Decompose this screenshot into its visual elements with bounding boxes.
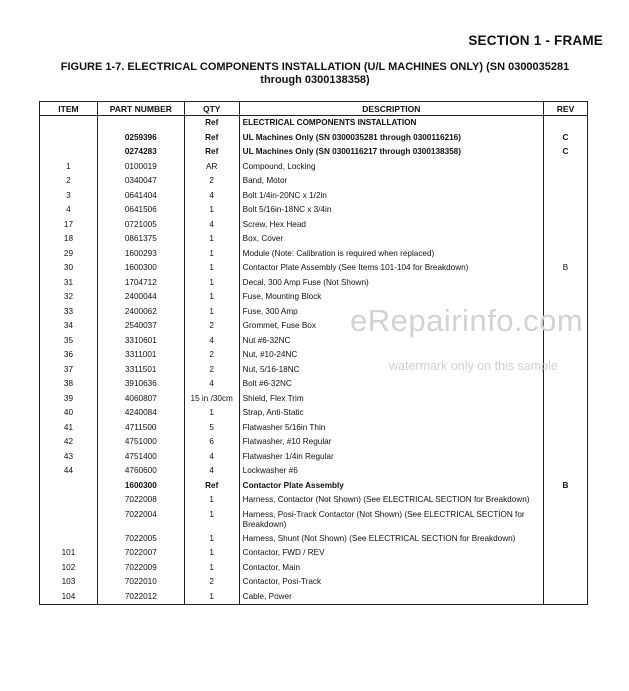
cell-item: 44 bbox=[40, 464, 98, 479]
table-row bbox=[40, 189, 588, 204]
cell-item bbox=[40, 131, 98, 146]
cell-part-number: 4240084 bbox=[97, 406, 184, 421]
cell-qty: 2 bbox=[184, 575, 239, 590]
cell-part-number: 4060807 bbox=[97, 392, 184, 407]
table-row bbox=[40, 247, 588, 262]
cell-description: Band, Motor bbox=[239, 174, 543, 189]
cell-qty: 1 bbox=[184, 406, 239, 421]
table-row bbox=[40, 392, 588, 407]
cell-rev bbox=[544, 464, 588, 479]
cell-rev bbox=[544, 203, 588, 218]
column-header-qty: QTY bbox=[184, 102, 239, 116]
cell-qty: 1 bbox=[184, 305, 239, 320]
cell-part-number: 2540037 bbox=[97, 319, 184, 334]
cell-qty: 15 in /30cm bbox=[184, 392, 239, 407]
table-row bbox=[40, 406, 588, 421]
cell-description: Compound, Locking bbox=[239, 160, 543, 175]
cell-part-number: 2400062 bbox=[97, 305, 184, 320]
cell-item bbox=[40, 532, 98, 547]
cell-description: Shield, Flex Trim bbox=[239, 392, 543, 407]
cell-description: Grommet, Fuse Box bbox=[239, 319, 543, 334]
figure-title bbox=[30, 61, 600, 87]
cell-qty: 1 bbox=[184, 232, 239, 247]
cell-item: 18 bbox=[40, 232, 98, 247]
cell-qty: 4 bbox=[184, 464, 239, 479]
cell-qty: 5 bbox=[184, 421, 239, 436]
cell-rev: B bbox=[544, 479, 588, 494]
cell-part-number bbox=[97, 116, 184, 131]
cell-item: 3 bbox=[40, 189, 98, 204]
cell-qty: 1 bbox=[184, 546, 239, 561]
cell-item: 4 bbox=[40, 203, 98, 218]
watermark-site: eRepairinfo.com bbox=[350, 303, 584, 338]
cell-item: 41 bbox=[40, 421, 98, 436]
cell-rev bbox=[544, 508, 588, 532]
cell-rev bbox=[544, 493, 588, 508]
table-row bbox=[40, 464, 588, 479]
cell-description: Screw, Hex Head bbox=[239, 218, 543, 233]
cell-item bbox=[40, 479, 98, 494]
cell-item: 104 bbox=[40, 590, 98, 605]
cell-part-number: 0861375 bbox=[97, 232, 184, 247]
cell-item: 2 bbox=[40, 174, 98, 189]
cell-part-number: 7022009 bbox=[97, 561, 184, 576]
cell-description: UL Machines Only (SN 0300116217 through 0300138358) bbox=[239, 145, 543, 160]
table-row bbox=[40, 160, 588, 175]
cell-qty: 2 bbox=[184, 363, 239, 378]
cell-rev bbox=[544, 218, 588, 233]
cell-description: Box, Cover bbox=[239, 232, 543, 247]
cell-qty: Ref bbox=[184, 145, 239, 160]
cell-part-number: 4751400 bbox=[97, 450, 184, 465]
cell-item: 40 bbox=[40, 406, 98, 421]
table-row bbox=[40, 174, 588, 189]
cell-rev: C bbox=[544, 131, 588, 146]
cell-rev bbox=[544, 247, 588, 262]
table-row bbox=[40, 575, 588, 590]
cell-description: Harness, Shunt (Not Shown) (See ELECTRICAL SECTION for Breakdown) bbox=[239, 532, 543, 547]
column-header-description: DESCRIPTION bbox=[239, 102, 543, 116]
cell-qty: 2 bbox=[184, 174, 239, 189]
cell-item: 36 bbox=[40, 348, 98, 363]
cell-description: Flatwasher 1/4in Regular bbox=[239, 450, 543, 465]
watermark-note: watermark only on this sample bbox=[389, 359, 558, 373]
cell-description: Cable, Power bbox=[239, 590, 543, 605]
cell-item: 34 bbox=[40, 319, 98, 334]
cell-rev bbox=[544, 116, 588, 131]
cell-part-number: 7022005 bbox=[97, 532, 184, 547]
table-row bbox=[40, 435, 588, 450]
cell-qty: 1 bbox=[184, 493, 239, 508]
cell-item bbox=[40, 493, 98, 508]
cell-description: Harness, Posi-Track Contactor (Not Shown) (See ELECTRICAL SECTION for Breakdown) bbox=[239, 508, 543, 532]
table-row bbox=[40, 145, 588, 160]
table-row bbox=[40, 450, 588, 465]
cell-part-number: 0100019 bbox=[97, 160, 184, 175]
table-row bbox=[40, 131, 588, 146]
cell-item bbox=[40, 116, 98, 131]
cell-description: Harness, Contactor (Not Shown) (See ELECTRICAL SECTION for Breakdown) bbox=[239, 493, 543, 508]
table-row bbox=[40, 377, 588, 392]
table-row bbox=[40, 276, 588, 291]
cell-part-number: 7022004 bbox=[97, 508, 184, 532]
cell-rev bbox=[544, 575, 588, 590]
cell-part-number: 7022007 bbox=[97, 546, 184, 561]
cell-part-number: 0259396 bbox=[97, 131, 184, 146]
cell-part-number: 1600293 bbox=[97, 247, 184, 262]
table-row bbox=[40, 561, 588, 576]
cell-item: 102 bbox=[40, 561, 98, 576]
cell-rev bbox=[544, 160, 588, 175]
cell-description: Contactor, Posi-Track bbox=[239, 575, 543, 590]
table-row bbox=[40, 508, 588, 532]
column-header-part-number: PART NUMBER bbox=[97, 102, 184, 116]
cell-part-number: 0274283 bbox=[97, 145, 184, 160]
cell-qty: Ref bbox=[184, 479, 239, 494]
cell-rev bbox=[544, 450, 588, 465]
cell-description: Nut #6-32NC bbox=[239, 334, 543, 349]
cell-description: Contactor, Main bbox=[239, 561, 543, 576]
cell-description: Bolt 1/4in-20NC x 1/2in bbox=[239, 189, 543, 204]
table-row bbox=[40, 261, 588, 276]
cell-description: ELECTRICAL COMPONENTS INSTALLATION bbox=[239, 116, 543, 131]
parts-table bbox=[39, 101, 588, 605]
cell-qty: 4 bbox=[184, 377, 239, 392]
cell-rev bbox=[544, 392, 588, 407]
cell-rev bbox=[544, 189, 588, 204]
cell-description: Contactor Plate Assembly (See Items 101-104 for Breakdown) bbox=[239, 261, 543, 276]
cell-item: 35 bbox=[40, 334, 98, 349]
cell-part-number: 2400044 bbox=[97, 290, 184, 305]
cell-description: Nut, 5/16-18NC bbox=[239, 363, 543, 378]
cell-part-number: 3310601 bbox=[97, 334, 184, 349]
cell-item: 29 bbox=[40, 247, 98, 262]
cell-qty: 1 bbox=[184, 508, 239, 532]
cell-part-number: 7022010 bbox=[97, 575, 184, 590]
cell-qty: 4 bbox=[184, 218, 239, 233]
table-row bbox=[40, 479, 588, 494]
column-header-item: ITEM bbox=[40, 102, 98, 116]
cell-rev bbox=[544, 232, 588, 247]
cell-part-number: 7022008 bbox=[97, 493, 184, 508]
cell-rev bbox=[544, 377, 588, 392]
cell-part-number: 4711500 bbox=[97, 421, 184, 436]
section-title: SECTION 1 - FRAME bbox=[468, 33, 603, 48]
cell-part-number: 0340047 bbox=[97, 174, 184, 189]
cell-qty: 2 bbox=[184, 319, 239, 334]
cell-item bbox=[40, 508, 98, 532]
cell-item: 30 bbox=[40, 261, 98, 276]
cell-item: 31 bbox=[40, 276, 98, 291]
cell-item: 39 bbox=[40, 392, 98, 407]
figure-title-line-2: through 0300138358) bbox=[260, 74, 370, 86]
cell-part-number: 3910636 bbox=[97, 377, 184, 392]
cell-qty: Ref bbox=[184, 116, 239, 131]
table-row bbox=[40, 203, 588, 218]
cell-rev bbox=[544, 406, 588, 421]
cell-item: 32 bbox=[40, 290, 98, 305]
cell-item bbox=[40, 145, 98, 160]
cell-item: 101 bbox=[40, 546, 98, 561]
cell-qty: AR bbox=[184, 160, 239, 175]
cell-rev bbox=[544, 174, 588, 189]
cell-qty: 1 bbox=[184, 203, 239, 218]
cell-description: Contactor Plate Assembly bbox=[239, 479, 543, 494]
cell-qty: 6 bbox=[184, 435, 239, 450]
cell-qty: 4 bbox=[184, 450, 239, 465]
cell-description: Bolt #6-32NC bbox=[239, 377, 543, 392]
cell-part-number: 4760600 bbox=[97, 464, 184, 479]
cell-part-number: 3311001 bbox=[97, 348, 184, 363]
cell-qty: 1 bbox=[184, 247, 239, 262]
cell-description: Nut, #10-24NC bbox=[239, 348, 543, 363]
cell-qty: 1 bbox=[184, 261, 239, 276]
cell-description: Strap, Anti-Static bbox=[239, 406, 543, 421]
cell-item: 42 bbox=[40, 435, 98, 450]
cell-rev bbox=[544, 590, 588, 605]
cell-description: Module (Note: Calibration is required when replaced) bbox=[239, 247, 543, 262]
cell-item: 17 bbox=[40, 218, 98, 233]
cell-rev bbox=[544, 532, 588, 547]
cell-item: 1 bbox=[40, 160, 98, 175]
cell-description: Bolt 5/16in-18NC x 3/4in bbox=[239, 203, 543, 218]
cell-part-number: 0641404 bbox=[97, 189, 184, 204]
table-row bbox=[40, 116, 588, 131]
cell-part-number: 7022012 bbox=[97, 590, 184, 605]
cell-qty: 1 bbox=[184, 532, 239, 547]
cell-part-number: 1600300 bbox=[97, 261, 184, 276]
cell-item: 43 bbox=[40, 450, 98, 465]
cell-description: Lockwasher #6 bbox=[239, 464, 543, 479]
cell-description: Contactor, FWD / REV bbox=[239, 546, 543, 561]
cell-item: 37 bbox=[40, 363, 98, 378]
cell-description: UL Machines Only (SN 0300035281 through 0300116216) bbox=[239, 131, 543, 146]
table-row bbox=[40, 421, 588, 436]
cell-part-number: 1600300 bbox=[97, 479, 184, 494]
cell-part-number: 0721005 bbox=[97, 218, 184, 233]
table-row bbox=[40, 532, 588, 547]
cell-part-number: 1704712 bbox=[97, 276, 184, 291]
figure-title-line-1: FIGURE 1-7. ELECTRICAL COMPONENTS INSTALLATION (U/L MACHINES ONLY) (SN 0300035281 bbox=[60, 61, 570, 73]
cell-description: Decal, 300 Amp Fuse (Not Shown) bbox=[239, 276, 543, 291]
cell-qty: 4 bbox=[184, 189, 239, 204]
cell-qty: 1 bbox=[184, 276, 239, 291]
cell-part-number: 4751000 bbox=[97, 435, 184, 450]
cell-item: 38 bbox=[40, 377, 98, 392]
cell-description: Flatwasher, #10 Regular bbox=[239, 435, 543, 450]
cell-rev bbox=[544, 421, 588, 436]
cell-rev: C bbox=[544, 145, 588, 160]
table-header-row bbox=[40, 102, 588, 116]
cell-item: 103 bbox=[40, 575, 98, 590]
cell-qty: Ref bbox=[184, 131, 239, 146]
cell-part-number: 0641506 bbox=[97, 203, 184, 218]
cell-description: Fuse, Mounting Block bbox=[239, 290, 543, 305]
cell-part-number: 3311501 bbox=[97, 363, 184, 378]
column-header-rev: REV bbox=[544, 102, 588, 116]
table-row bbox=[40, 232, 588, 247]
cell-qty: 2 bbox=[184, 348, 239, 363]
cell-qty: 1 bbox=[184, 590, 239, 605]
cell-rev: B bbox=[544, 261, 588, 276]
table-row bbox=[40, 218, 588, 233]
table-row bbox=[40, 590, 588, 605]
table-row bbox=[40, 493, 588, 508]
cell-description: Fuse, 300 Amp bbox=[239, 305, 543, 320]
cell-description: Flatwasher 5/16in Thin bbox=[239, 421, 543, 436]
cell-rev bbox=[544, 546, 588, 561]
cell-rev bbox=[544, 276, 588, 291]
cell-rev bbox=[544, 561, 588, 576]
cell-qty: 1 bbox=[184, 561, 239, 576]
table-row bbox=[40, 546, 588, 561]
cell-qty: 1 bbox=[184, 290, 239, 305]
cell-item: 33 bbox=[40, 305, 98, 320]
cell-qty: 4 bbox=[184, 334, 239, 349]
cell-rev bbox=[544, 435, 588, 450]
